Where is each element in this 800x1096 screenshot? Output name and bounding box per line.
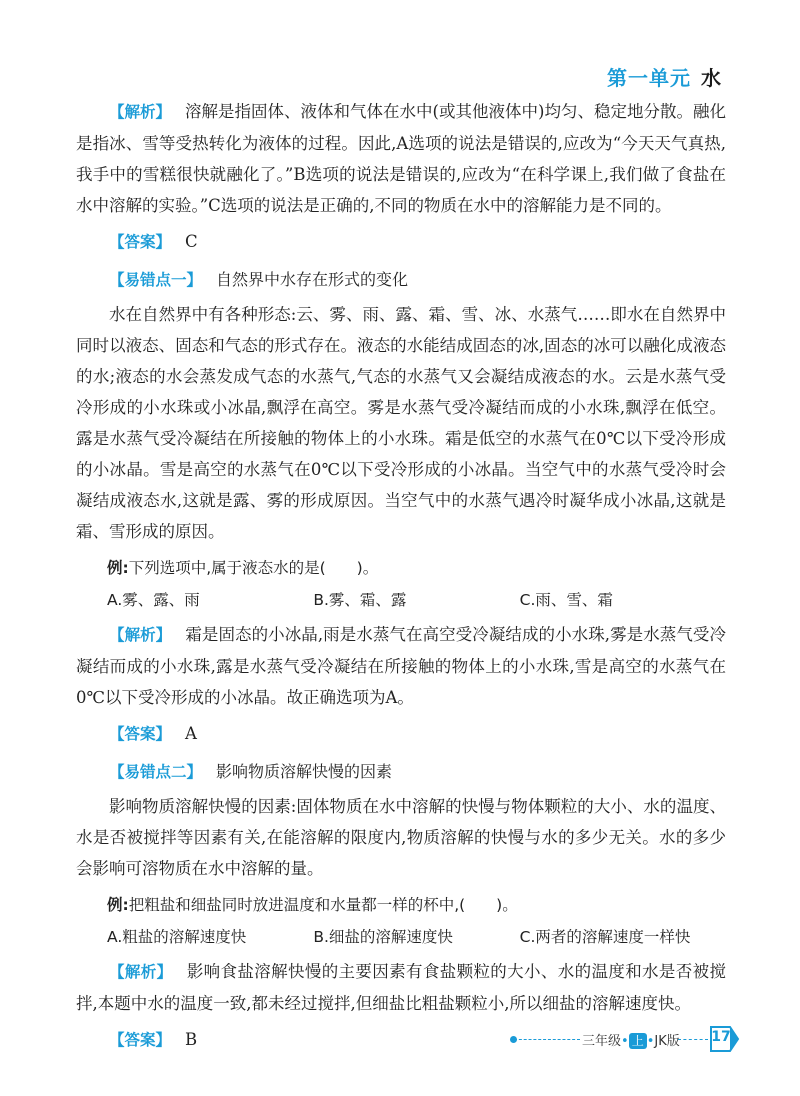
- error-point-tag: 【易错点二】: [109, 763, 203, 781]
- analysis-text: 霜是固态的小冰晶,雨是水蒸气在高空受冷凝结成的小水珠,雾是水蒸气受冷凝结而成的小水珠,露是水蒸气受冷凝结在所接触的物体上的小水珠,雪是高空的水蒸气在0℃以下受冷形成的小冰晶。故正确选项为A。: [76, 625, 726, 707]
- footer-dashed-line: [514, 1039, 580, 1040]
- answer-line: [76, 719, 726, 749]
- option-b: B.细盐的溶解速度快: [313, 928, 453, 946]
- error-point-paragraph: 影响物质溶解快慢的因素:固体物质在水中溶解的快慢与物体颗粒的大小、水的温度、水是否被搅拌等因素有关,在能溶解的限度内,物质溶解的快慢与水的多少无关。水的多少会影响可溶物质在水中溶解的量。: [76, 797, 726, 878]
- error-point-title: 自然界中水存在形式的变化: [216, 270, 409, 289]
- answer-value: B: [185, 1030, 198, 1049]
- answer-tag: 【答案】: [109, 233, 172, 251]
- page-number-badge: [708, 1025, 738, 1053]
- analysis-paragraph: [76, 619, 726, 713]
- error-point-heading: [76, 265, 726, 295]
- example-text: 下列选项中,属于液态水的是( )。: [128, 559, 379, 577]
- option-c: C.雨、雪、霜: [519, 591, 613, 609]
- answer-value: A: [185, 724, 197, 743]
- option-a: A.雾、露、雨: [107, 591, 200, 609]
- analysis-tag: 【解析】: [109, 626, 172, 644]
- subject-label: 水: [701, 66, 722, 90]
- analysis-text: 影响食盐溶解快慢的主要因素有食盐颗粒的大小、水的温度和水是否被搅拌,本题中水的温度一致,都未经过搅拌,但细盐比粗盐颗粒小,所以细盐的溶解速度快。: [76, 962, 726, 1013]
- example-text: 把粗盐和细盐同时放进温度和水量都一样的杯中,( )。: [128, 896, 518, 914]
- option-b: B.雾、霜、露: [313, 591, 407, 609]
- analysis-tag: 【解析】: [109, 963, 173, 981]
- option-c: C.两者的溶解速度一样快: [519, 928, 691, 946]
- example-label: 例:: [107, 896, 129, 914]
- example-question: [76, 890, 726, 920]
- answer-tag: 【答案】: [109, 1031, 172, 1049]
- example-question: [76, 553, 726, 583]
- grade-label: 三年级• 上 •JK版: [582, 1034, 680, 1049]
- page-footer: [510, 1022, 742, 1058]
- answer-line: [76, 227, 726, 257]
- option-a: A.粗盐的溶解速度快: [107, 928, 247, 946]
- analysis-text: 溶解是指固体、液体和气体在水中(或其他液体中)均匀、稳定地分散。融化是指冰、雪等受热转化为液体的过程。因此,A选项的说法是错误的,应改为“今天天气真热,我手中的雪糕很快就融化了。”B选项的说法是错误的,应改为“在科学课上,我们做了食盐在水中溶解的实验。”C选项的说法是正确的,不同的物质在水中的溶解能力是不同的。: [76, 102, 726, 215]
- unit-label: 第一单元: [607, 66, 691, 90]
- grade-text: 三年级: [582, 1034, 622, 1049]
- page-content: [76, 96, 726, 1063]
- footer-dashed-line: [678, 1039, 708, 1040]
- answer-tag: 【答案】: [109, 725, 172, 743]
- example-options: [76, 922, 726, 952]
- term-badge: 上: [629, 1033, 647, 1049]
- error-point-paragraph: 水在自然界中有各种形态:云、雾、雨、露、霜、雪、冰、水蒸气……即水在自然界中同时以液态、固态和气态的形式存在。液态的水能结成固态的冰,固态的冰可以融化成液态的水;液态的水会蒸发成气态的水蒸气,气态的水蒸气又会凝结成液态的水。云是水蒸气受冷形成的小水珠或小冰晶,飘浮在高空。雾是水蒸气受冷凝结而成的小水珠,飘浮在低空。露是水蒸气受冷凝结在所接触的物体上的小水珠。霜是低空的水蒸气在0℃以下受冷形成的小冰晶。雪是高空的水蒸气在0℃以下受冷形成的小冰晶。当空气中的水蒸气受冷时会凝结成液态水,这就是露、雾的形成原因。当空气中的水蒸气遇冷时凝华成小冰晶,这就是霜、雪形成的原因。: [76, 305, 726, 541]
- example-label: 例:: [107, 559, 129, 577]
- error-point-heading: [76, 757, 726, 787]
- analysis-tag: 【解析】: [109, 103, 172, 121]
- answer-value: C: [185, 232, 198, 251]
- error-point-title: 影响物质溶解快慢的因素: [216, 762, 393, 781]
- unit-title: [607, 62, 722, 91]
- page-number: 17: [711, 1029, 731, 1045]
- error-point-tag: 【易错点一】: [109, 271, 203, 289]
- example-options: [76, 585, 726, 615]
- edition-text: JK版: [654, 1034, 680, 1049]
- analysis-paragraph: [76, 96, 726, 221]
- analysis-paragraph: [76, 956, 726, 1019]
